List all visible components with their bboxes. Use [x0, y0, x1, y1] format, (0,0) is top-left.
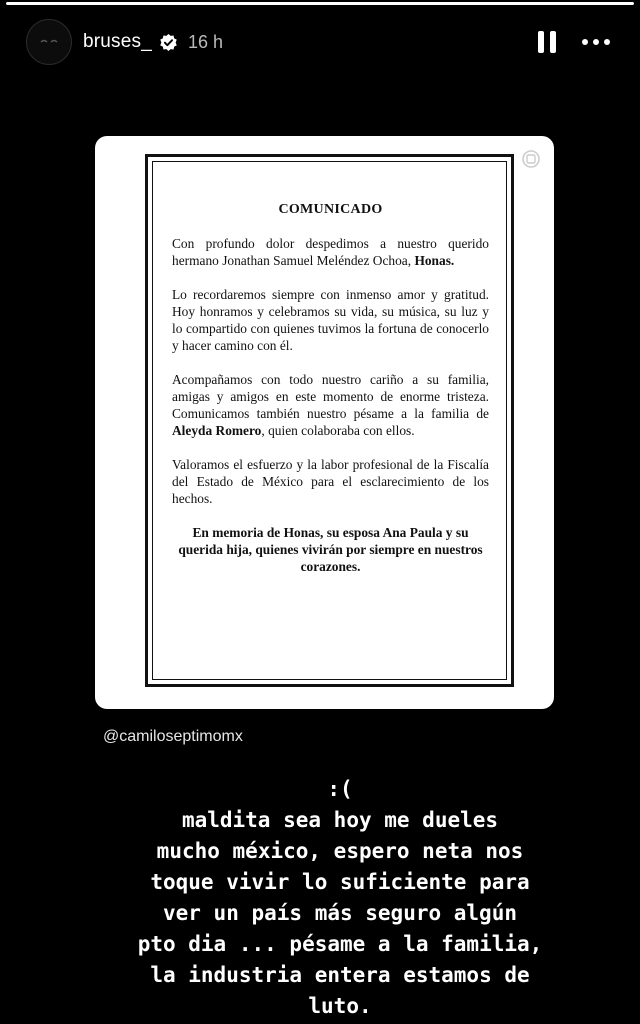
pause-icon[interactable]: [538, 31, 556, 53]
story-header: [26, 17, 624, 67]
story-progress-fill: [6, 2, 634, 5]
document-frame: [145, 154, 514, 687]
mention-sticker[interactable]: @camiloseptimomx: [103, 728, 243, 745]
document-closing: En memoria de Honas, su esposa Ana Paula y su querida hija, quienes vivirán por siempre en nuestros corazones.: [178, 525, 483, 574]
document-body: [172, 201, 489, 592]
document-paragraph-2: Lo recordaremos siempre con inmenso amor y gratitud. Hoy honramos y celebramos su vida, su música, su luz y lo compartido con quienes tuvimos la fortuna de conocerlo y hacer camino con él.: [172, 287, 489, 353]
repost-corner-icon: [520, 148, 542, 170]
username[interactable]: bruses_: [83, 31, 152, 52]
more-options-icon[interactable]: [582, 39, 610, 45]
story-progress-bar: [6, 2, 634, 5]
shared-post-card[interactable]: [95, 136, 554, 709]
verified-badge-icon: [159, 33, 178, 52]
document-paragraph-1: Con profundo dolor despedimos a nuestro querido hermano Jonathan Samuel Meléndez Ochoa, Honas.: [172, 236, 489, 268]
story-caption: :( maldita sea hoy me dueles mucho méxico, espero neta nos toque vivir lo suficiente para ver un país más seguro algún pto dia ... pésame a la familia, la industria entera estamos de luto.: [137, 777, 543, 1018]
document-paragraph-3: Acompañamos con todo nuestro cariño a su familia, amigas y amigos en este momento de enorme tristeza. Comunicamos también nuestro pésame a la familia de Aleyda Romero, quien colaboraba con ellos.: [172, 372, 489, 438]
avatar[interactable]: [26, 19, 72, 65]
header-actions: [538, 31, 610, 53]
document-paragraph-4: Valoramos el esfuerzo y la labor profesional de la Fiscalía del Estado de México para el esclarecimiento de los hechos.: [172, 457, 489, 506]
document-title: COMUNICADO: [278, 202, 383, 217]
post-time: 16 h: [188, 31, 224, 52]
avatar-icon: [39, 38, 59, 46]
